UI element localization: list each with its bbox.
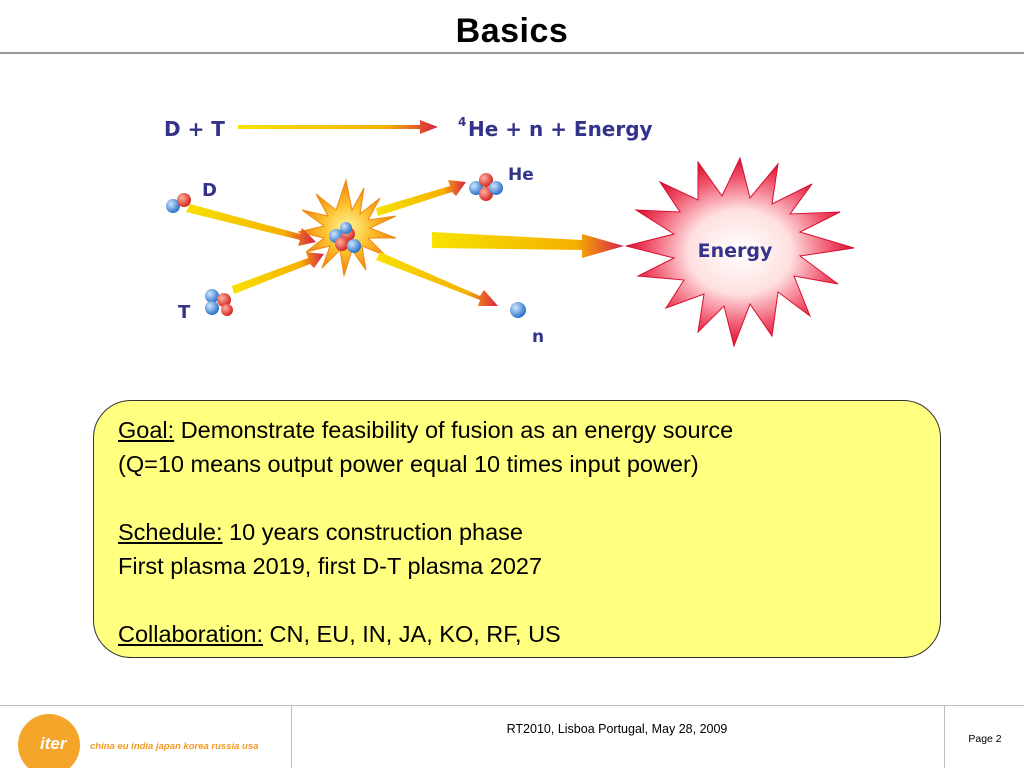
spacer — [118, 481, 916, 515]
d-arrow — [186, 204, 316, 246]
label-he: He — [508, 165, 534, 185]
summary-box — [93, 400, 941, 658]
equation-rhs: He + n + Energy — [468, 117, 653, 141]
logo-tagline: china eu india japan korea russia usa — [90, 741, 259, 752]
label-energy: Energy — [697, 240, 773, 262]
logo-wordmark: iter — [40, 734, 67, 753]
n-arrow — [376, 252, 498, 306]
t-arrow — [232, 252, 324, 294]
schedule-text: 10 years construction phase — [222, 519, 523, 545]
goal-line — [118, 413, 916, 447]
helium-icon — [469, 173, 503, 201]
energy-arrow — [432, 232, 624, 258]
spacer — [118, 583, 916, 617]
collaboration-label: Collaboration: — [118, 621, 264, 647]
he-arrow — [376, 180, 466, 216]
goal-label: Goal: — [118, 417, 175, 443]
footer-separator — [944, 705, 945, 768]
schedule-line — [118, 515, 916, 549]
equation-arrow — [238, 120, 438, 134]
label-n: n — [532, 327, 545, 347]
iter-logo — [0, 706, 290, 768]
page-number: Page 2 — [968, 733, 1002, 745]
goal-detail: (Q=10 means output power equal 10 times input power) — [118, 451, 699, 477]
goal-text: Demonstrate feasibility of fusion as an energy source — [174, 417, 734, 443]
fusion-diagram — [150, 100, 890, 360]
label-t: T — [178, 302, 191, 323]
label-d: D — [202, 180, 217, 201]
footer-event: RT2010, Lisboa Portugal, May 28, 2009 — [506, 722, 728, 736]
collaboration-text: CN, EU, IN, JA, KO, RF, US — [263, 621, 561, 647]
neutron-icon — [510, 302, 526, 318]
schedule-label: Schedule: — [118, 519, 223, 545]
footer-separator — [291, 705, 292, 768]
equation-lhs: D + T — [164, 117, 225, 141]
schedule-detail: First plasma 2019, first D-T plasma 2027 — [118, 553, 543, 579]
collaboration-line — [118, 617, 916, 651]
equation-rhs-superscript: 4 — [458, 115, 467, 129]
tritium-icon — [205, 289, 233, 316]
title-divider — [0, 52, 1024, 54]
slide-title: Basics — [455, 12, 569, 50]
